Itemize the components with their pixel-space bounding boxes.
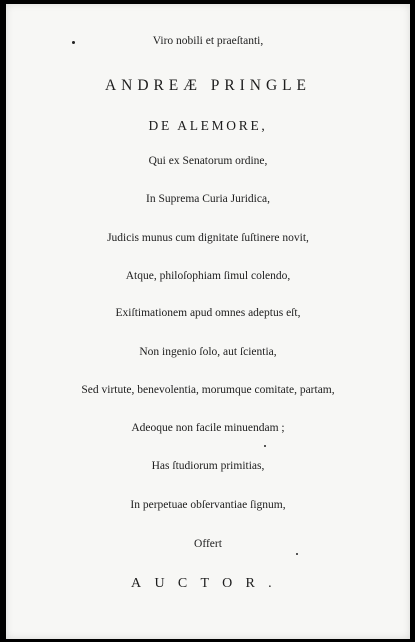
dedicatee-name: ANDREÆ PRINGLE [105,77,311,94]
dedication-line-11: Adeoque non facile minuendam ; [131,422,285,434]
dedication-line-13: In perpetuae obſervantiae ſignum, [130,499,286,511]
dedication-line-10: Sed virtute, benevolentia, morumque comitate, partam, [81,384,335,396]
dedication-line-7: Atque, philoſophiam ſimul colendo, [125,270,291,282]
dedication-line-9: Non ingenio ſolo, aut ſcientia, [139,346,277,358]
ink-speck [264,445,266,447]
author-signature: AUCTOR. [131,576,285,591]
ink-speck [296,553,298,555]
dedicatee-title: DE ALEMORE, [148,118,268,133]
dedication-line-1: Viro nobili et praeſtanti, [152,35,264,47]
offert-line: Offert [194,538,222,550]
dedication-line-12: Has ſtudiorum primitias, [151,460,265,472]
dedication-line-4: Qui ex Senatorum ordine, [148,155,268,167]
dedication-line-8: Exiſtimationem apud omnes adeptus eſt, [115,307,301,319]
dedication-page [6,4,410,639]
dedication-line-6: Judicis munus cum dignitate ſuſtinere novit, [107,232,309,244]
dedication-line-5: In Suprema Curia Juridica, [146,193,270,205]
